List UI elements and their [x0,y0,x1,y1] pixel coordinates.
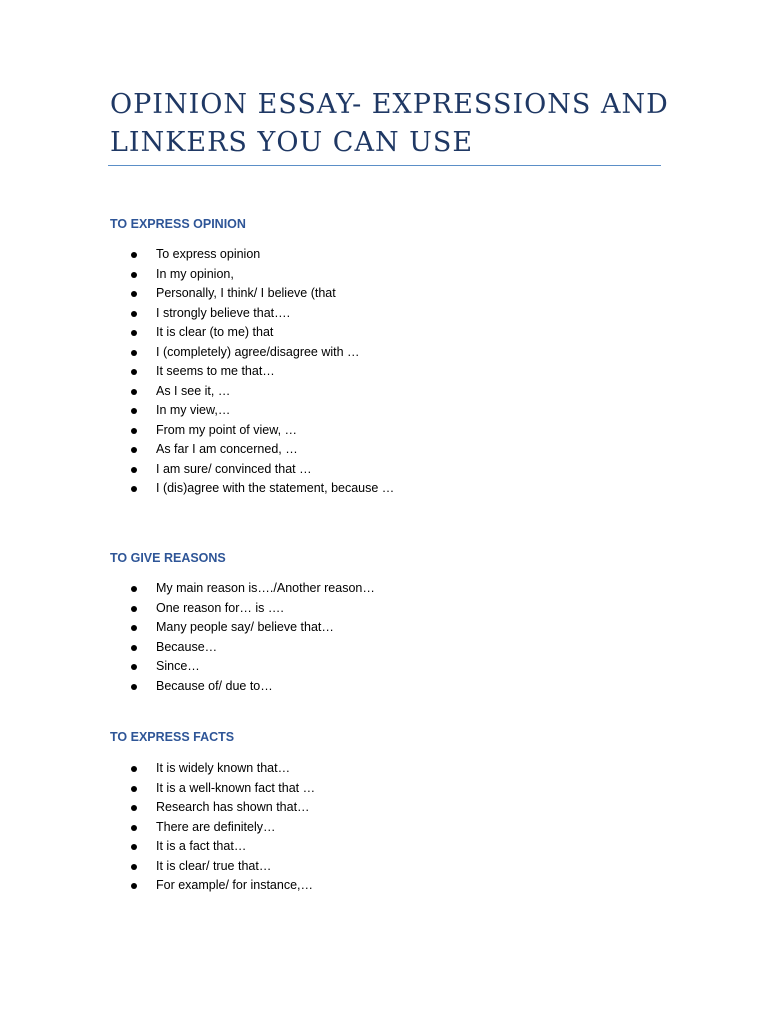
list-item-text: I strongly believe that…. [156,305,291,320]
list-item-text: My main reason is…./Another reason… [156,581,375,595]
bullet-icon [131,805,137,811]
bullet-icon [131,486,137,492]
list-item-text: Because… [156,639,218,654]
list-item-text: It is clear (to me) that [156,325,274,339]
list-item-text: Since… [156,659,200,673]
bullet-icon [131,330,137,336]
list-item-text: To express opinion [156,247,261,261]
bullet-icon [131,369,137,375]
list-item-text: For example/ for instance,… [156,878,314,892]
bullet-icon [131,625,137,631]
list-item-text: In my view,… [156,403,231,417]
bullet-icon [131,606,137,612]
list-item-text: From my point of view, … [156,422,298,437]
bullet-icon [131,428,137,434]
bullet-icon [131,311,137,317]
list-item-text: I (dis)agree with the statement, because … [156,481,395,495]
list-item-text: I am sure/ convinced that … [156,461,312,476]
bullet-icon [131,586,137,592]
bullet-icon [131,272,137,278]
list-item-text: As I see it, … [156,383,231,398]
section-heading-express-opinion: TO EXPRESS OPINION [110,217,246,231]
list-item-text: It is a well-known fact that … [156,780,316,795]
document-title-line-1: OPINION ESSAY- EXPRESSIONS AND [110,89,669,120]
bullet-icon [131,664,137,670]
bullet-icon [131,825,137,831]
bullet-icon [131,447,137,453]
bullet-icon [131,408,137,414]
bullet-icon [131,350,137,356]
list-item-text: It is widely known that… [156,761,291,775]
title-underline [108,165,661,166]
list-item-text: Because of/ due to… [156,678,273,693]
list-item-text: It seems to me that… [156,364,275,378]
list-item-text: It is a fact that… [156,839,247,853]
bullet-icon [131,467,137,473]
bullet-icon [131,844,137,850]
bullet-icon [131,786,137,792]
bullet-icon [131,684,137,690]
bullet-icon [131,883,137,889]
document-title [110,86,670,162]
list-item-text: I (completely) agree/disagree with … [156,344,360,359]
bullet-icon [131,291,137,297]
list-item-text: As far I am concerned, … [156,442,298,456]
list-item-text: There are definitely… [156,819,276,834]
list-item-text: Research has shown that… [156,800,310,814]
bullet-icon [131,389,137,395]
list-item-text: In my opinion, [156,266,234,281]
list-item-text: It is clear/ true that… [156,858,272,873]
bullet-icon [131,645,137,651]
section-heading-give-reasons: TO GIVE REASONS [110,551,226,565]
bullet-icon [131,864,137,870]
bullet-icon [131,766,137,772]
list-item-text: One reason for… is …. [156,600,284,615]
section-heading-express-facts: TO EXPRESS FACTS [110,730,235,744]
document-title-line-2: LINKERS YOU CAN USE [110,127,474,158]
list-item-text: Many people say/ believe that… [156,620,334,634]
list-item-text: Personally, I think/ I believe (that [156,286,336,300]
bullet-icon [131,252,137,258]
